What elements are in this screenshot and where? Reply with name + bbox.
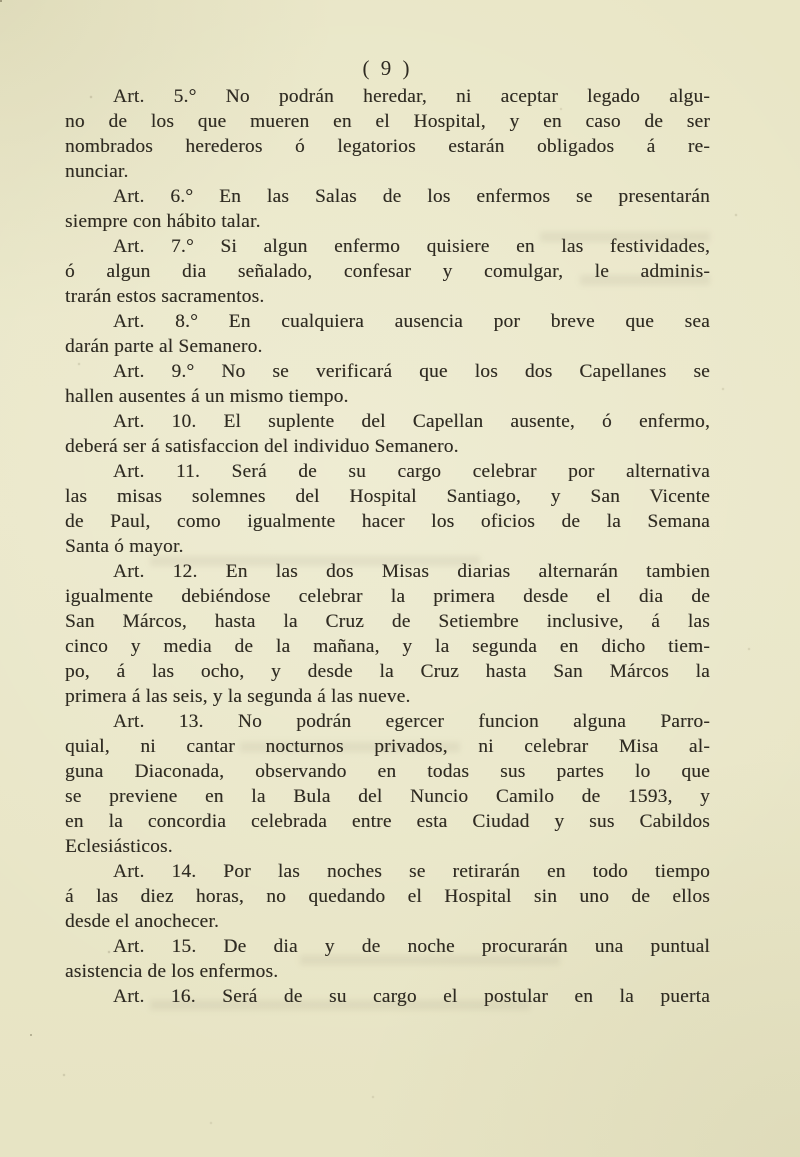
text-line: Art. 15. De dia y de noche procurarán una puntual xyxy=(113,936,710,957)
text-line: nombrados herederos ó legatorios estarán obligados á re- xyxy=(65,136,710,157)
text-line: en la concordia celebrada entre esta Ciudad y sus Cabildos xyxy=(65,811,710,832)
text-line: cinco y media de la mañana, y la segunda en dicho tiem- xyxy=(65,636,710,657)
text-line: igualmente debiéndose celebrar la primera desde el dia de xyxy=(65,586,710,607)
text-line: de Paul, como igualmente hacer los oficios de la Semana xyxy=(65,511,710,532)
text-line: á las diez horas, no quedando el Hospital sin uno de ellos xyxy=(65,886,710,907)
text-line: Art. 7.° Si algun enfermo quisiere en las festividades, xyxy=(113,236,710,257)
text-line: Art. 16. Será de su cargo el postular en la puerta xyxy=(113,986,710,1007)
text-line: deberá ser á satisfaccion del individuo Semanero. xyxy=(65,436,459,457)
text-line: quial, ni cantar nocturnos privados, ni celebrar Misa al- xyxy=(65,736,710,757)
text-line: primera á las seis, y la segunda á las nueve. xyxy=(65,686,411,707)
text-line: Art. 12. En las dos Misas diarias alternarán tambien xyxy=(113,561,710,582)
text-line: ó algun dia señalado, confesar y comulgar, le adminis- xyxy=(65,261,710,282)
text-line: asistencia de los enfermos. xyxy=(65,961,279,982)
text-line: nunciar. xyxy=(65,161,129,182)
text-line: Art. 5.° No podrán heredar, ni aceptar legado algu- xyxy=(113,86,710,107)
text-line: Santa ó mayor. xyxy=(65,536,184,557)
text-line: desde el anochecer. xyxy=(65,911,219,932)
text-line: se previene en la Bula del Nuncio Camilo de 1593, y xyxy=(65,786,710,807)
text-line: Art. 9.° No se verificará que los dos Capellanes se xyxy=(113,361,710,382)
text-line: Art. 11. Será de su cargo celebrar por alternativa xyxy=(113,461,710,482)
text-line: trarán estos sacramentos. xyxy=(65,286,265,307)
text-line: siempre con hábito talar. xyxy=(65,211,261,232)
text-line: Art. 13. No podrán egercer funcion alguna Parro- xyxy=(113,711,710,732)
text-line: guna Diaconada, observando en todas sus partes lo que xyxy=(65,761,710,782)
text-line: hallen ausentes á un mismo tiempo. xyxy=(65,386,349,407)
text-line: Art. 10. El suplente del Capellan ausente, ó enfermo, xyxy=(113,411,710,432)
body-text xyxy=(65,84,710,1009)
text-line: po, á las ocho, y desde la Cruz hasta San Márcos la xyxy=(65,661,710,682)
text-line: Art. 8.° En cualquiera ausencia por breve que sea xyxy=(113,311,710,332)
text-line: no de los que mueren en el Hospital, y en caso de ser xyxy=(65,111,710,132)
text-line: Eclesiásticos. xyxy=(65,836,173,857)
text-line: darán parte al Semanero. xyxy=(65,336,263,357)
text-line: Art. 14. Por las noches se retirarán en todo tiempo xyxy=(113,861,710,882)
page-number: ( 9 ) xyxy=(362,56,413,80)
text-line: Art. 6.° En las Salas de los enfermos se presentarán xyxy=(113,186,710,207)
text-line: San Márcos, hasta la Cruz de Setiembre inclusive, á las xyxy=(65,611,710,632)
text-line: las misas solemnes del Hospital Santiago, y San Vicente xyxy=(65,486,710,507)
